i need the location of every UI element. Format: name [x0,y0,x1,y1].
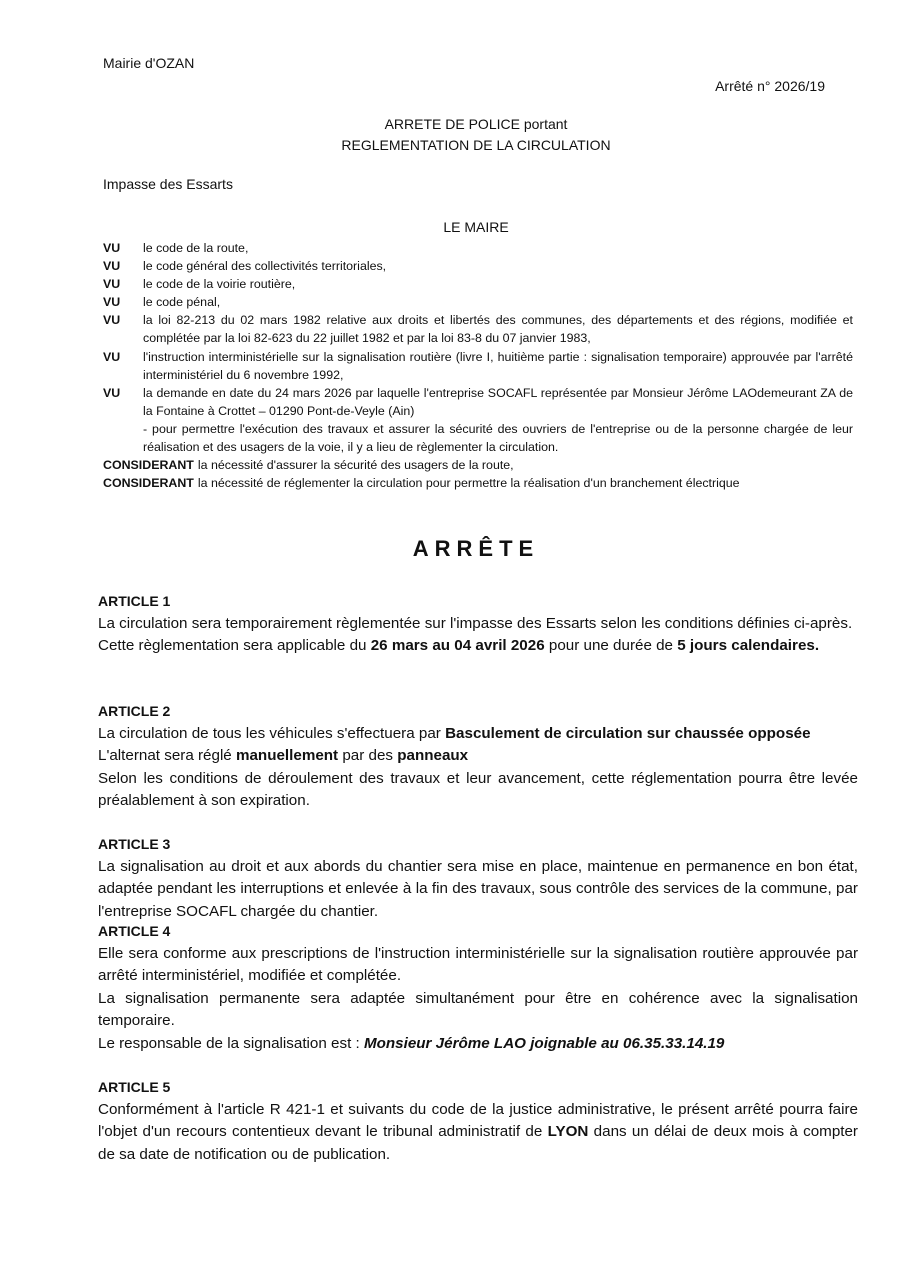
article-5 [98,1076,858,1166]
article-paragraph: Cette règlementation sera applicable du 26 mars au 04 avril 2026 pour une durée de 5 jours calendaires. [98,637,820,654]
location-name: Impasse des Essarts [103,176,233,192]
vu-text: le code pénal, [143,295,221,310]
vu-label: VU [103,313,121,328]
vu-item [103,257,853,275]
document-title-line2: REGLEMENTATION DE LA CIRCULATION [341,137,611,153]
le-maire-heading: LE MAIRE [443,219,509,235]
article-4 [98,920,858,1055]
article-title: ARTICLE 2 [98,703,171,719]
article-title: ARTICLE 4 [98,923,171,939]
mairie-name: Mairie d'OZAN [103,55,195,71]
vu-item [103,293,853,311]
article-paragraph: Selon les conditions de déroulement des travaux et leur avancement, cette réglementation pourra être levée préalablement à son expiration. [98,769,858,809]
article-title: ARTICLE 1 [98,593,171,609]
vu-label: VU [103,241,121,255]
vu-item [103,239,853,257]
article-paragraph: La signalisation au droit et aux abords du chantier sera mise en place, maintenue en permanence en bon état, adaptée pendant les interruptions et enlevée à la fin des travaux, sous contrôle des services de la commune, par l'entreprise SOCAFL chargée du chantier. [98,857,858,920]
article-2 [98,700,858,813]
vu-extra-text: - pour permettre l'exécution des travaux et assurer la sécurité des ouvriers de l'entreprise ou de la personne chargée de leur réalisation et des usagers de la voie, il y a lieu de règlementer la circulation. [143,421,853,455]
considerant-item [103,474,853,492]
vu-text: la demande en date du 24 mars 2026 par laquelle l'entreprise SOCAFL représentée par Monsieur Jérôme LAOdemeurant ZA de la Fontaine à Crottet – 01290 Pont-de-Veyle (Ain) [143,385,853,418]
vu-text: le code général des collectivités territoriales, [143,259,387,274]
vu-text: le code de la voirie routière, [143,277,296,292]
article-paragraph: Le responsable de la signalisation est : Monsieur Jérôme LAO joignable au 06.35.33.14.19 [98,1034,725,1052]
vu-label: VU [103,349,121,364]
vu-label: VU [103,385,121,400]
document-title-line1: ARRETE DE POLICE portant [384,116,568,132]
article-paragraph: La circulation de tous les véhicules s'effectuera par Basculement de circulation sur chaussée opposée [98,724,811,742]
article-1 [98,590,858,658]
article-paragraph: Conformément à l'article R 421-1 et suivants du code de la justice administrative, le présent arrêté pourra faire l'objet d'un recours contentieux devant le tribunal administratif de LYON dans un délai de deux mois à compter de sa date de notification ou de publication. [98,1100,858,1163]
vu-item [103,348,853,384]
vu-text: la loi 82-213 du 02 mars 1982 relative aux droits et libertés des communes, des départements et des régions, modifiée et complétée par la loi 82-623 du 22 juillet 1982 et par la loi 83-8 du 07 janvier 1983, [143,313,853,346]
article-3 [98,833,858,923]
arrete-heading: ARRÊTE [412,536,540,561]
considerant-label: CONSIDERANT [103,476,194,491]
considerant-text: la nécessité de réglementer la circulation pour permettre la réalisation d'un branchement électrique [197,476,740,491]
considerant-item [103,456,853,474]
vu-item [103,311,853,347]
article-paragraph: La signalisation permanente sera adaptée simultanément pour être en cohérence avec la signalisation temporaire. [98,989,858,1029]
article-paragraph: La circulation sera temporairement règlementée sur l'impasse des Essarts selon les conditions définies ci-après. [98,614,853,632]
article-paragraph: Elle sera conforme aux prescriptions de l'instruction interministérielle sur la signalisation routière approuvée par arrêté interministériel, modifiée et complétée. [98,944,858,984]
vu-item [103,275,853,293]
article-paragraph: L'alternat sera réglé manuellement par des panneaux [98,747,469,764]
considerant-label: CONSIDERANT [103,458,194,473]
vu-label: VU [103,259,121,274]
vu-label: VU [103,295,121,310]
vu-label: VU [103,277,121,292]
article-title: ARTICLE 3 [98,836,171,852]
arrete-number: Arrêté n° 2026/19 [715,78,825,94]
vu-item [103,384,853,420]
vu-text: le code de la route, [143,241,249,255]
vu-text: l'instruction interministérielle sur la signalisation routière (livre I, huitième partie : signalisation temporaire) approuvée par l'arrêté interministériel du 6 novembre 1992, [143,349,853,382]
considerant-text: la nécessité d'assurer la sécurité des usagers de la route, [197,458,514,473]
article-title: ARTICLE 5 [98,1079,171,1095]
vu-list [103,239,853,492]
